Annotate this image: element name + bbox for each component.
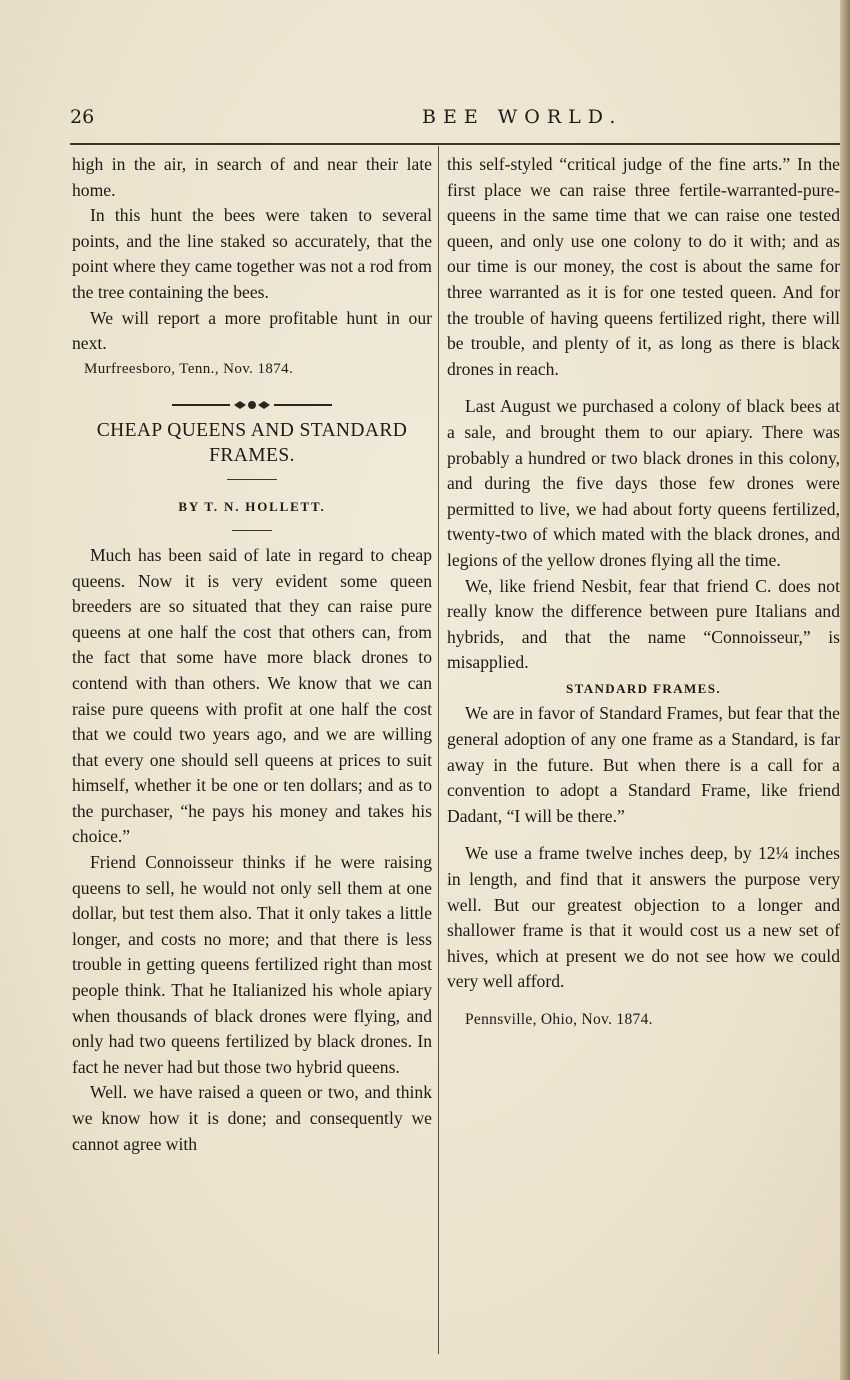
left-column	[72, 152, 432, 1157]
paragraph: We will report a more profitable hunt in our next.	[72, 307, 432, 354]
running-title: BEE WORLD.	[422, 106, 623, 128]
paragraph: Friend Connoisseur thinks if he were raising queens to sell, he would not only sell them at one dollar, but test them also. That it only takes a little longer, and costs no more; and that there is less trouble in getting queens fertilized right than most people think. That he Italianized his whole apiary when thousands of black drones were flying, and only had two queens fertilized by black drones. In fact he never had but those two hybrid queens.	[72, 852, 432, 1077]
header-rule	[70, 143, 840, 145]
paragraph: In this hunt the bees were taken to several points, and the line staked so accurately, that the point where they came together was not a rod from the tree containing the bees.	[72, 205, 432, 302]
article-title: CHEAP QUEENS AND STANDARD	[96, 420, 408, 442]
signoff: Pennsville, Ohio, Nov. 1874.	[465, 1011, 653, 1028]
page-header	[70, 106, 840, 136]
right-column	[447, 152, 840, 1033]
paragraph: We are in favor of Standard Frames, but fear that the general adoption of any one frame as a Standard, is far away in the future. But when there is a call for a convention to adopt a Standard Frame, like friend Dadant, “I will be there.”	[447, 703, 840, 826]
paragraph: Well. we have raised a queen or two, and think we know how it is done; and consequently we cannot agree with	[72, 1082, 432, 1154]
page-edge	[840, 0, 850, 1380]
page-number: 26	[70, 106, 95, 128]
paragraph: Last August we purchased a colony of black bees at a sale, and brought them to our apiary. There was probably a hundred or two black drones in this colony, and during the five days those few drones were permitted to live, we had about forty queens fertilized, twenty-two of which mated with the black drones, and legions of the yellow drones flying all the time.	[447, 396, 840, 570]
paragraph-gap	[447, 382, 840, 394]
place-date: Murfreesboro, Tenn., Nov. 1874.	[84, 360, 294, 377]
paragraph-gap	[447, 829, 840, 841]
paragraph: Much has been said of late in regard to cheap queens. Now it is very evident some queen breeders are so situated that they can raise pure queens at one half the cost that others can, from the fact that some have more black drones to contend with than others. We know that we can raise pure queens with profit at one half the cost that we could two years ago, and we are willing that every one should sell queens at prices to suit himself, whether it be one or ten dollars; and as to the purchaser, “he pays his money and takes his choice.”	[72, 544, 432, 847]
article-title-line-2: FRAMES.	[209, 445, 295, 467]
paragraph: this self-styled “critical judge of the fine arts.” In the first place we can raise three fertile-warranted-pure-queens in the same time that we can raise one tested queen, and only use one colony to do it with; and as our time is our money, the cost is about the same for three warranted as it is for one tested queen. And for the trouble of having queens fertilized right, there will be trouble, and plenty of it, as long as there is black drones in reach.	[447, 154, 840, 379]
byline: BY T. N. HOLLETT.	[178, 499, 326, 515]
title-rule	[227, 479, 277, 480]
section-subhead: STANDARD FRAMES.	[565, 680, 722, 696]
ornament-divider-icon	[172, 400, 332, 410]
paragraph: We use a frame twelve inches deep, by 12¼ inches in length, and find that it answers the purpose very well. But our greatest objection to a longer and shallower frame is that it would cost us a new set of hives, which at present we do not see how we could very well afford.	[447, 843, 840, 992]
paragraph: high in the air, in search of and near their late home.	[72, 154, 432, 200]
byline-rule	[232, 530, 272, 531]
paragraph: We, like friend Nesbit, fear that friend C. does not really know the difference between pure Italians and hybrids, and that the name “Connoisseur,” is misapplied.	[447, 575, 840, 673]
column-divider	[438, 146, 439, 1354]
